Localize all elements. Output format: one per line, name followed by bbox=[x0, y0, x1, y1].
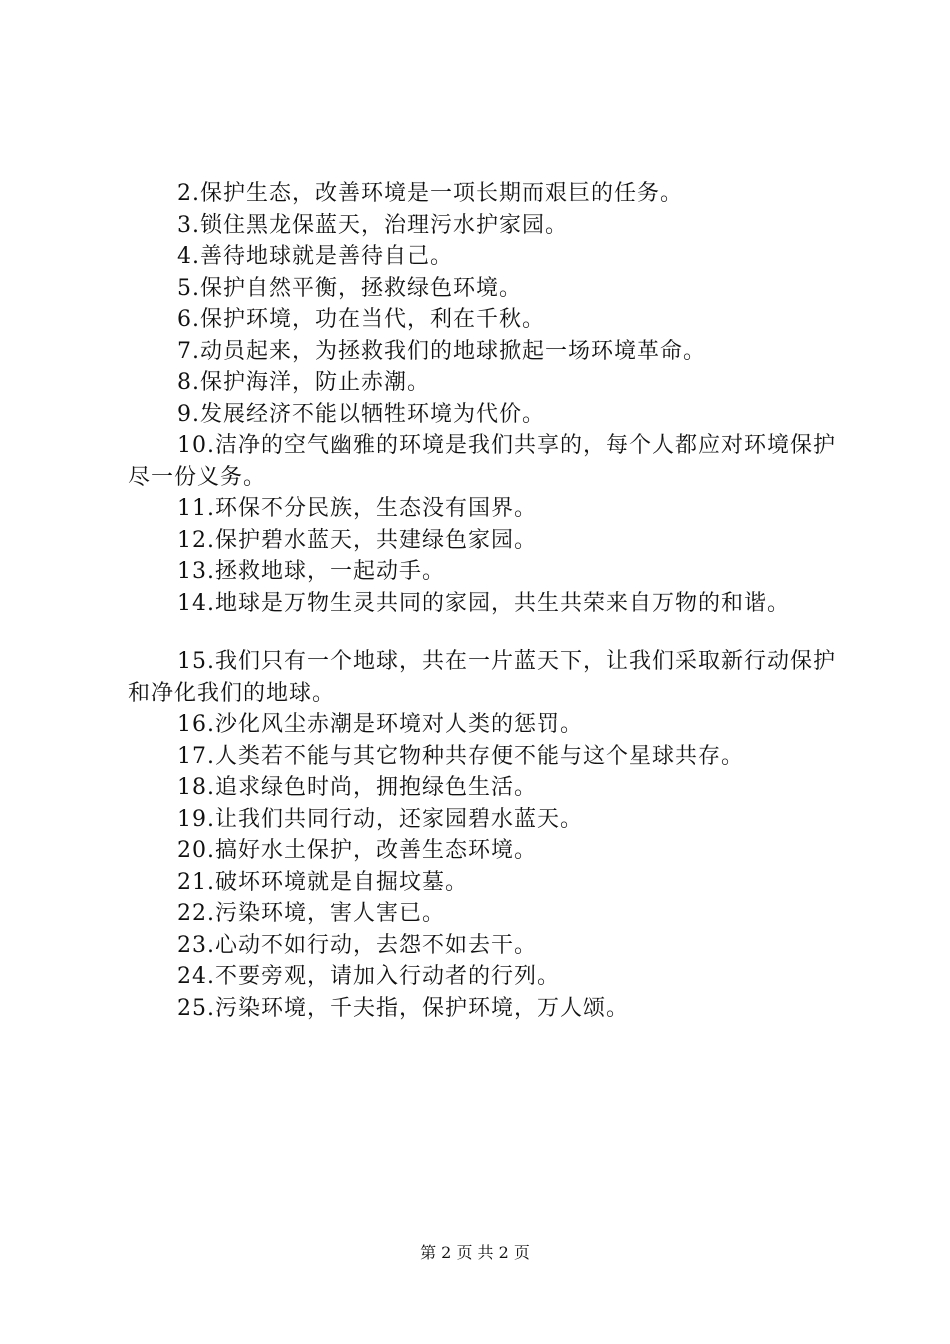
list-item: 25.污染环境，千夫指，保护环境，万人颂。 bbox=[177, 995, 629, 1021]
list-item: 9.发展经济不能以牺牲环境为代价。 bbox=[177, 401, 545, 427]
list-item: 20.搞好水土保护，改善生态环境。 bbox=[177, 838, 537, 863]
list-item: 23.心动不如行动，去怨不如去干。 bbox=[177, 932, 537, 958]
list-item: 2.保护生态，改善环境是一项长期而艰巨的任务。 bbox=[177, 181, 683, 206]
slogan-list bbox=[128, 178, 838, 1024]
list-item: 14.地球是万物生灵共同的家园，共生共荣来自万物的和谐。 bbox=[177, 590, 790, 616]
list-item: 6.保护环境，功在当代，利在千秋。 bbox=[177, 307, 545, 332]
list-item: 4.善待地球就是善待自己。 bbox=[177, 244, 453, 269]
list-item: 8.保护海洋，防止赤潮。 bbox=[177, 370, 430, 395]
page-number-footer: 第 2 页 共 2 页 bbox=[420, 1243, 530, 1262]
list-item: 18.追求绿色时尚，拥抱绿色生活。 bbox=[177, 775, 537, 800]
list-item: 5.保护自然平衡，拯救绿色环境。 bbox=[177, 275, 522, 301]
list-item: 22.污染环境，害人害已。 bbox=[177, 901, 445, 926]
list-item: 15.我们只有一个地球，共在一片蓝天下，让我们采取新行动保护和净化我们的地球。 bbox=[128, 649, 836, 706]
list-item: 12.保护碧水蓝天，共建绿色家园。 bbox=[177, 527, 537, 553]
list-item: 19.让我们共同行动，还家园碧水蓝天。 bbox=[177, 806, 583, 832]
list-item: 3.锁住黑龙保蓝天，治理污水护家园。 bbox=[177, 212, 568, 238]
list-item: 13.拯救地球，一起动手。 bbox=[177, 559, 445, 584]
list-item: 21.破坏环境就是自掘坟墓。 bbox=[177, 869, 468, 895]
list-item: 24.不要旁观，请加入行动者的行列。 bbox=[177, 964, 560, 989]
list-item: 16.沙化风尘赤潮是环境对人类的惩罚。 bbox=[177, 712, 583, 737]
list-item: 17.人类若不能与其它物种共存便不能与这个星球共存。 bbox=[177, 743, 744, 769]
list-item: 7.动员起来，为拯救我们的地球掀起一场环境革命。 bbox=[177, 338, 706, 364]
list-item: 10.洁净的空气幽雅的环境是我们共享的，每个人都应对环境保护尽一份义务。 bbox=[128, 433, 836, 490]
list-item: 11.环保不分民族，生态没有国界。 bbox=[177, 496, 537, 521]
